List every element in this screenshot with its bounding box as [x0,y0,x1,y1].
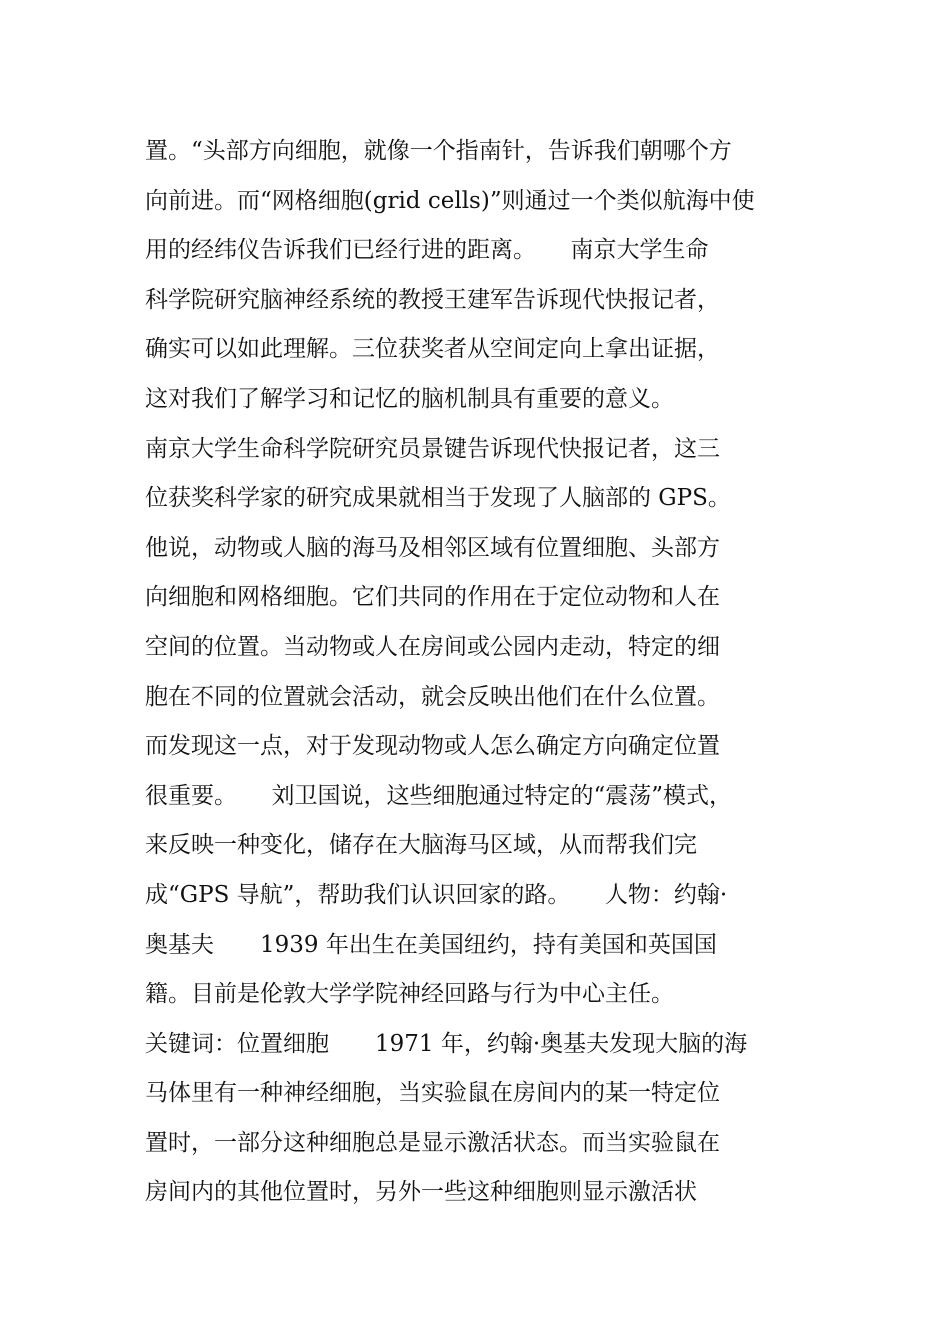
text-line: 用的经纬仪告诉我们已经行进的距离。 南京大学生命 [145,237,709,264]
text-line: 科学院研究脑神经系统的教授王建军告诉现代快报记者， [145,286,720,313]
text-line: 南京大学生命科学院研究员景键告诉现代快报记者，这三 [145,435,720,462]
text-line: 置。“头部方向细胞，就像一个指南针，告诉我们朝哪个方 [145,138,732,164]
text-line: 很重要。 刘卫国说，这些细胞通过特定的“震荡”模式， [145,782,733,809]
text-line: 马体里有一种神经细胞，当实验鼠在房间内的某一特定位 [145,1080,720,1107]
text-line: 奥基夫 1939 年出生在美国纽约，持有美国和英国国 [145,931,717,958]
text-line: 胞在不同的位置就会活动，就会反映出他们在什么位置。 [145,683,720,710]
text-line: 这对我们了解学习和记忆的脑机制具有重要的意义。 [145,385,674,412]
text-line: 成“GPS 导航”，帮助我们认识回家的路。 人物：约翰· [145,881,728,908]
text-line: 籍。目前是伦敦大学学院神经回路与行为中心主任。 [145,981,674,1008]
text-line: 向前进。而“网格细胞(grid cells)”则通过一个类似航海中使 [145,187,755,214]
text-line: 确实可以如此理解。三位获奖者从空间定向上拿出证据， [145,336,720,363]
body-text [145,127,825,1218]
text-line: 关键词：位置细胞 1971 年，约翰·奥基夫发现大脑的海 [145,1030,748,1057]
text-line: 而发现这一点，对于发现动物或人怎么确定方向确定位置 [145,733,720,760]
text-line: 空间的位置。当动物或人在房间或公园内走动，特定的细 [145,633,720,660]
text-line: 向细胞和网格细胞。它们共同的作用在于定位动物和人在 [145,584,720,611]
text-line: 来反映一种变化，储存在大脑海马区域，从而帮我们完 [145,832,697,859]
text-line: 置时，一部分这种细胞总是显示激活状态。而当实验鼠在 [145,1129,720,1156]
text-line: 他说，动物或人脑的海马及相邻区域有位置细胞、头部方 [145,534,720,561]
text-line: 房间内的其他位置时，另外一些这种细胞则显示激活状 [145,1179,697,1206]
text-line: 位获奖科学家的研究成果就相当于发现了人脑部的 GPS。 [145,485,731,512]
